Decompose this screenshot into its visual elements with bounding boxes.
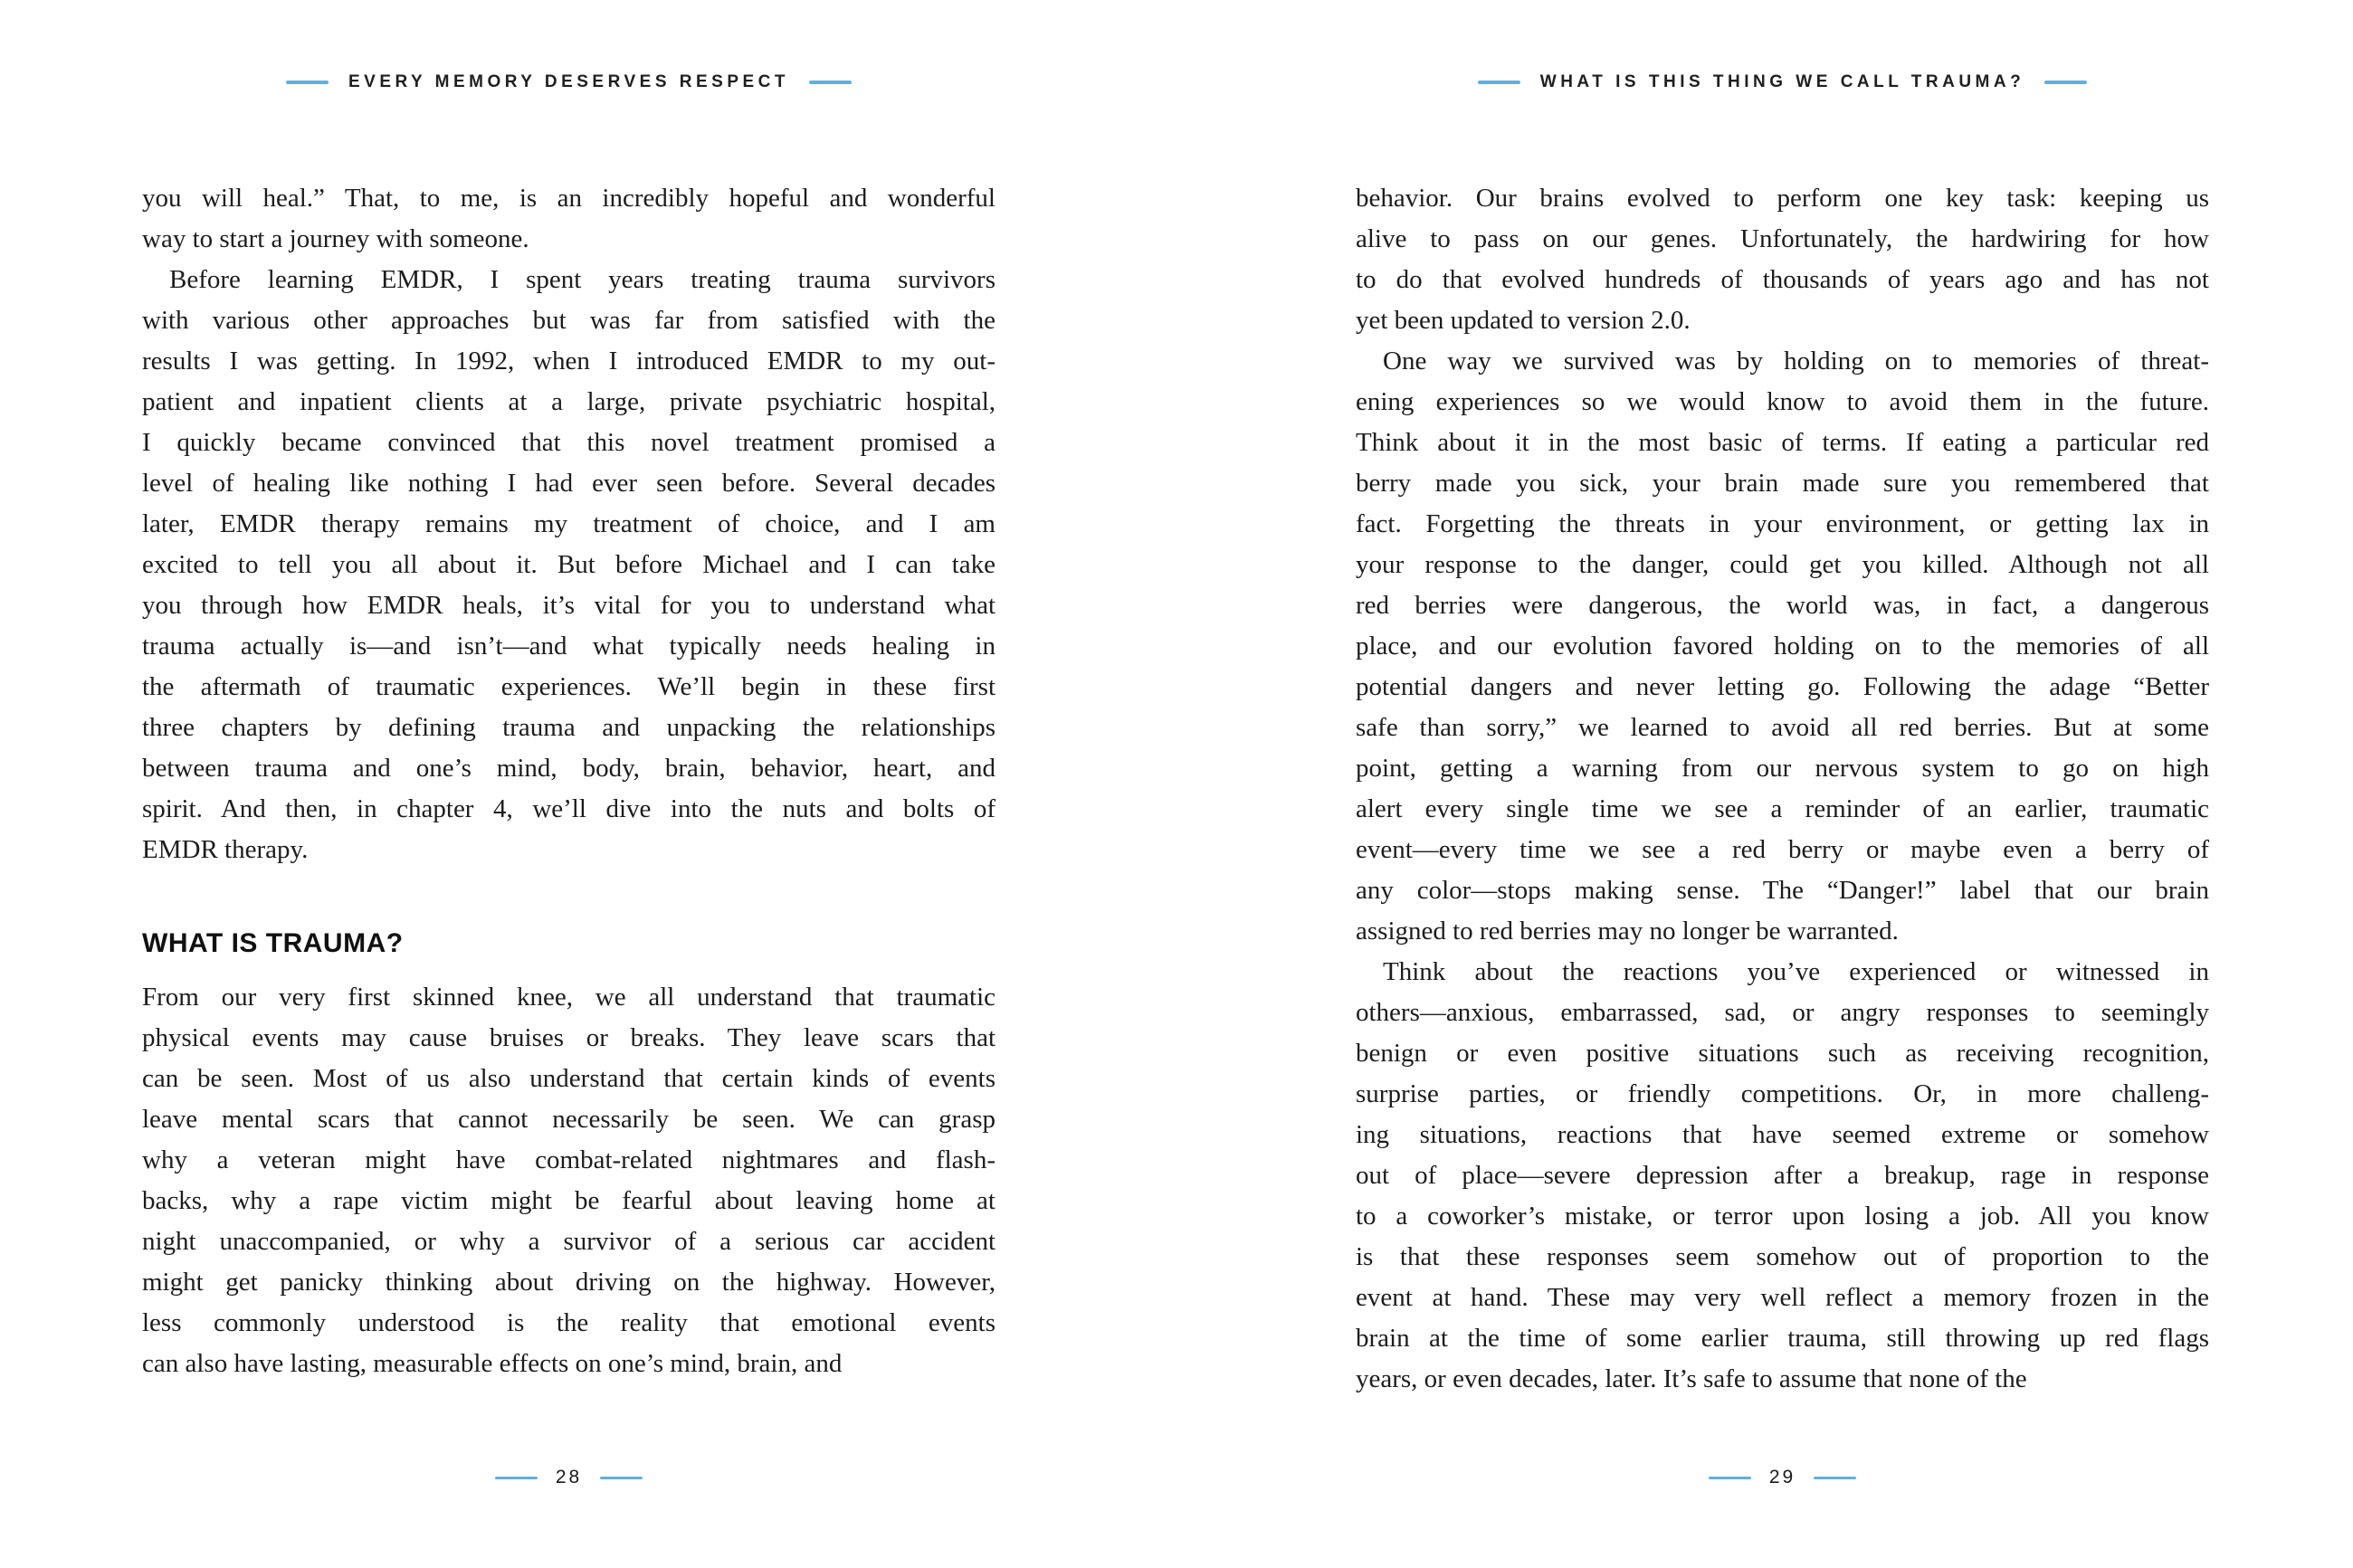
body-line: others—anxious, embarrassed, sad, or angry responses to seemingly — [1356, 998, 2209, 1027]
body-line: Think about it in the most basic of terms. If eating a particular red — [1356, 428, 2209, 457]
body-line: patient and inpatient clients at a large, private psychiatric hospital, — [142, 387, 996, 416]
body-line: One way we survived was by holding on to memories of threat- — [1383, 347, 2209, 375]
body-line: three chapters by defining trauma and unpacking the relationships — [142, 713, 996, 742]
page-number: 28 — [555, 1467, 583, 1487]
header-dash-icon — [286, 81, 329, 84]
body-line: I quickly became convinced that this novel treatment promised a — [142, 428, 996, 457]
body-line: might get panicky thinking about driving on the highway. However, — [142, 1268, 996, 1297]
body-line: out of place—severe depression after a breakup, rage in response — [1356, 1161, 2209, 1190]
body-line: level of healing like nothing I had ever seen before. Several decades — [142, 469, 996, 498]
body-line: can also have lasting, measurable effects on one’s mind, brain, and — [142, 1349, 843, 1378]
body-line: ening experiences so we would know to avoid them in the future. — [1356, 387, 2209, 416]
footer-dash-icon — [1814, 1477, 1856, 1479]
body-line: you will heal.” That, to me, is an incredibly hopeful and wonderful — [142, 184, 996, 213]
body-line: is that these responses seem somehow out of proportion to the — [1356, 1242, 2209, 1271]
footer-dash-icon — [1709, 1477, 1751, 1479]
running-header-left — [142, 71, 996, 94]
body-line: leave mental scars that cannot necessarily be seen. We can grasp — [142, 1105, 996, 1134]
body-line: assigned to red berries may no longer be warranted. — [1356, 917, 1899, 946]
body-line: your response to the danger, could get you killed. Although not all — [1356, 550, 2209, 579]
body-line: to a coworker’s mistake, or terror upon losing a job. All you know — [1356, 1202, 2209, 1231]
header-dash-icon — [809, 81, 852, 84]
body-line: From our very first skinned knee, we all understand that traumatic — [142, 983, 996, 1012]
body-line: yet been updated to version 2.0. — [1356, 306, 1691, 335]
running-header-text: WHAT IS THIS THING WE CALL TRAUMA? — [1539, 72, 2025, 91]
body-line: later, EMDR therapy remains my treatment of choice, and I am — [142, 509, 996, 538]
body-line: way to start a journey with someone. — [142, 224, 529, 253]
page-body-1 — [1356, 178, 2209, 1400]
body-line: results I was getting. In 1992, when I introduced EMDR to my out- — [142, 347, 996, 375]
body-line: less commonly understood is the reality that emotional events — [142, 1308, 996, 1337]
body-line: any color—stops making sense. The “Danger!” label that our brain — [1356, 876, 2209, 905]
book-page-right — [1356, 0, 2209, 1568]
page-body-0 — [142, 178, 996, 1384]
body-line: night unaccompanied, or why a survivor of a serious car accident — [142, 1227, 996, 1256]
body-line: physical events may cause bruises or breaks. They leave scars that — [142, 1023, 996, 1052]
body-line: backs, why a rape victim might be fearful about leaving home at — [142, 1186, 996, 1215]
body-line: point, getting a warning from our nervous system to go on high — [1356, 754, 2209, 783]
header-dash-icon — [1478, 81, 1520, 84]
body-line: you through how EMDR heals, it’s vital for you to understand what — [142, 591, 996, 620]
body-line: berry made you sick, your brain made sure you remembered that — [1356, 469, 2209, 498]
book-page-left — [142, 0, 996, 1568]
body-line: to do that evolved hundreds of thousands of years ago and has not — [1356, 265, 2209, 294]
body-line: event at hand. These may very well reflect a memory frozen in the — [1356, 1283, 2209, 1312]
body-line: safe than sorry,” we learned to avoid all red berries. But at some — [1356, 713, 2209, 742]
body-line: fact. Forgetting the threats in your environment, or getting lax in — [1356, 509, 2209, 538]
page-number: 29 — [1768, 1467, 1796, 1487]
footer-dash-icon — [600, 1477, 643, 1479]
body-line: surprise parties, or friendly competitions. Or, in more challeng- — [1356, 1079, 2209, 1108]
footer-dash-icon — [495, 1477, 538, 1479]
body-line: can be seen. Most of us also understand that certain kinds of events — [142, 1064, 996, 1093]
body-line: EMDR therapy. — [142, 835, 309, 864]
body-line: spirit. And then, in chapter 4, we’ll dive into the nuts and bolts of — [142, 794, 996, 823]
body-line: event—every time we see a red berry or maybe even a berry of — [1356, 835, 2209, 864]
body-line: between trauma and one’s mind, body, brain, behavior, heart, and — [142, 754, 996, 783]
body-line: potential dangers and never letting go. Following the adage “Better — [1356, 672, 2209, 701]
body-line: behavior. Our brains evolved to perform one key task: keeping us — [1356, 184, 2209, 213]
body-line: place, and our evolution favored holding on to the memories of all — [1356, 632, 2209, 660]
body-line: Before learning EMDR, I spent years treating trauma survivors — [169, 265, 996, 294]
header-dash-icon — [2044, 81, 2087, 84]
body-line: brain at the time of some earlier trauma, still throwing up red flags — [1356, 1324, 2209, 1353]
body-line: trauma actually is—and isn’t—and what typically needs healing in — [142, 632, 996, 660]
body-line: with various other approaches but was far from satisfied with the — [142, 306, 996, 335]
body-line: alive to pass on our genes. Unfortunately, the hardwiring for how — [1356, 224, 2209, 253]
page-footer-left — [142, 1464, 996, 1491]
section-heading: WHAT IS TRAUMA? — [142, 928, 404, 958]
body-line: Think about the reactions you’ve experienced or witnessed in — [1383, 957, 2209, 986]
running-header-right — [1356, 71, 2209, 94]
body-line: the aftermath of traumatic experiences. We’ll begin in these first — [142, 672, 996, 701]
body-line: excited to tell you all about it. But before Michael and I can take — [142, 550, 996, 579]
body-line: red berries were dangerous, the world was, in fact, a dangerous — [1356, 591, 2209, 620]
running-header-text: EVERY MEMORY DESERVES RESPECT — [348, 72, 790, 91]
body-line: alert every single time we see a reminder of an earlier, traumatic — [1356, 794, 2209, 823]
page-footer-right — [1356, 1464, 2209, 1491]
body-line: benign or even positive situations such as receiving recognition, — [1356, 1039, 2209, 1068]
body-line: ing situations, reactions that have seemed extreme or somehow — [1356, 1120, 2209, 1149]
body-line: years, or even decades, later. It’s safe to assume that none of the — [1356, 1364, 2027, 1393]
body-line: why a veteran might have combat-related nightmares and flash- — [142, 1145, 996, 1174]
